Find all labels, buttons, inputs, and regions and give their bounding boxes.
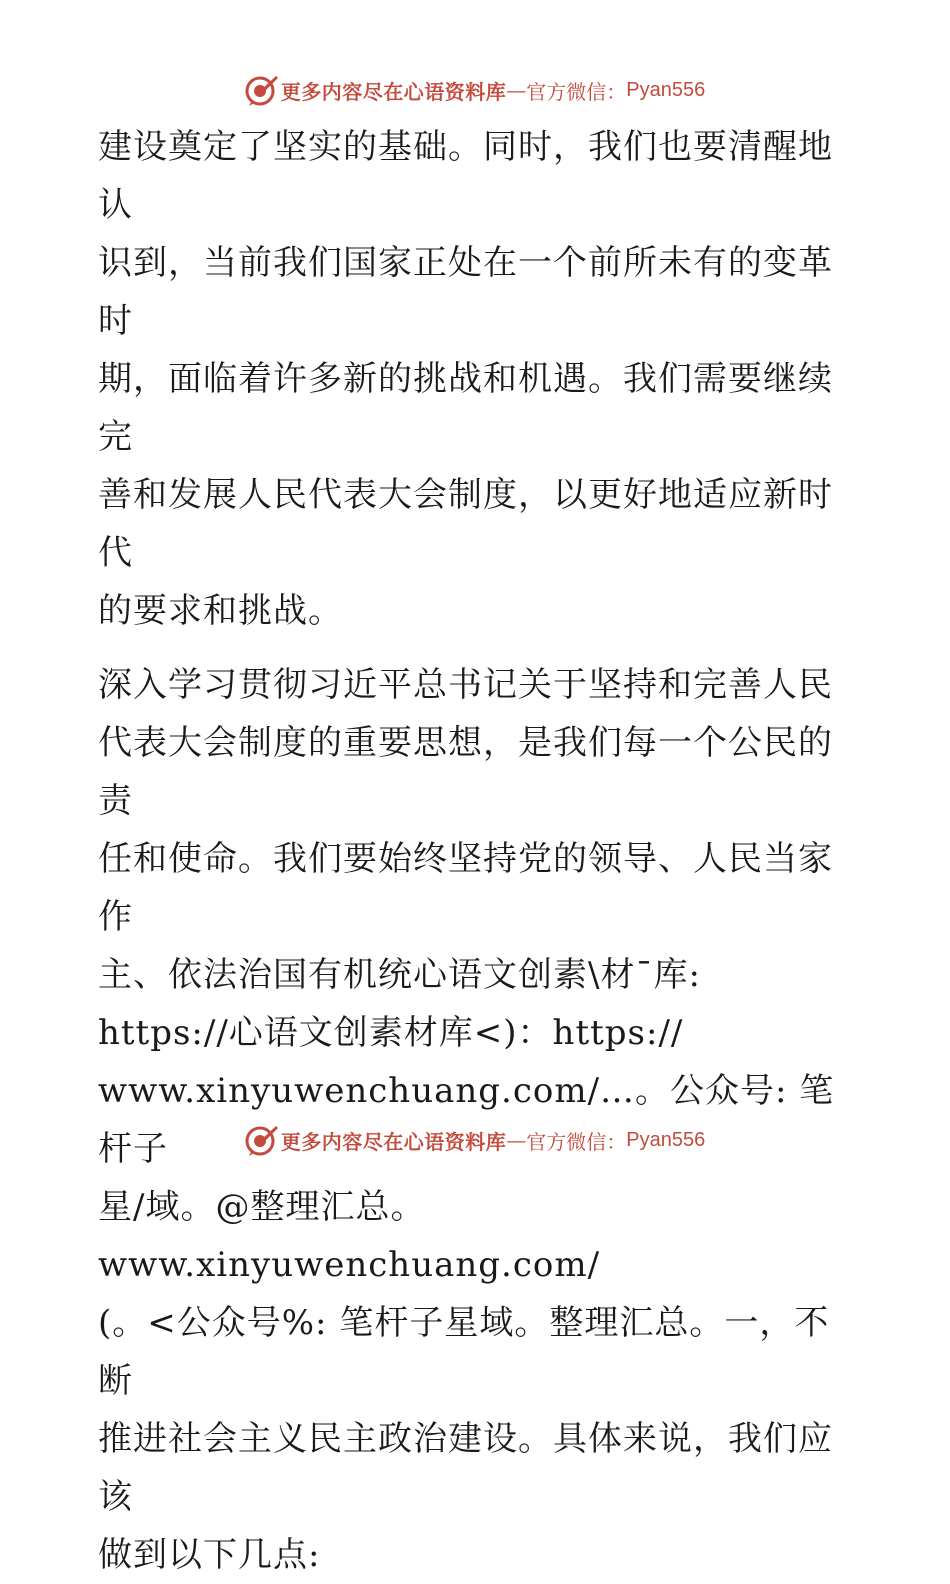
quill-seal-icon xyxy=(245,1123,279,1157)
header-separator: — xyxy=(506,78,527,102)
quill-seal-icon xyxy=(245,73,279,107)
header-banner xyxy=(0,70,950,110)
header-brand-text: 更多内容尽在心语资料库 xyxy=(280,79,507,104)
paragraph-1: 建设奠定了坚实的基础。同时，我们也要清醒地认 识到，当前我们国家正处在一个前所未有的变革时 期，面临着许多新的挑战和机遇。我们需要继续完 善和发展人民代表大会制度，以更好地适应新时代 的要求和挑战。 xyxy=(98,127,833,631)
footer-separator: — xyxy=(506,1128,527,1152)
footer-banner xyxy=(0,1120,950,1160)
header-official-label: 官方微信： xyxy=(526,79,627,104)
footer-wechat-id: Pyan556 xyxy=(626,1128,706,1151)
paragraph-2: 深入学习贯彻习近平总书记关于坚持和完善人民 代表大会制度的重要思想，是我们每一个公民的责 任和使命。我们要始终坚持党的领导、人民当家作 主、依法治国有机统心语文创素\材¯库: https://心语文创素材库<)：https:// www.xinyuwenchuang.com/…。公众号: 笔杆子 星/域。@整理汇总。www.xinyuwenchuang.com/ (。<公众号%: 笔杆子星域。整理汇总。一，不断 推进社会主义民主政治建设。具体来说，我们应该 做到以下几点: xyxy=(98,665,835,1575)
document-body xyxy=(98,118,858,1584)
footer-brand-text: 更多内容尽在心语资料库 xyxy=(280,1129,507,1154)
header-wechat-id: Pyan556 xyxy=(626,78,706,101)
footer-official-label: 官方微信： xyxy=(526,1129,627,1154)
